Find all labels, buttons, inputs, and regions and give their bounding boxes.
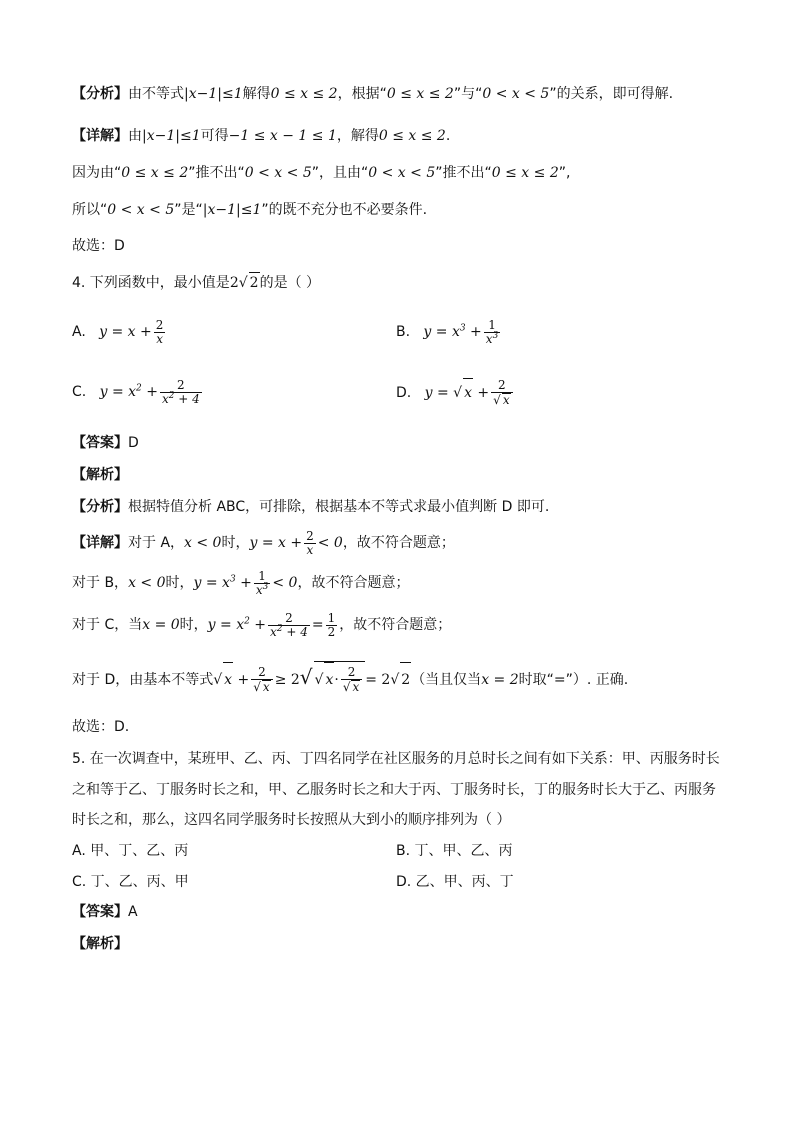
fraction: $\frac{1}{x^3}$ [255, 568, 269, 597]
fraction: $\frac{1}{2}$ [327, 610, 336, 639]
question-text: 的是（ ） [259, 275, 321, 291]
text: 由不等式 [128, 86, 184, 102]
text: 对于 C，当 [72, 617, 143, 633]
question-5-line2: 之和等于乙、丁服务时长之和，甲、乙服务时长之和大于丙、丁服务时长，丁的服务时长大于乙、丙服务 [72, 782, 716, 798]
question-5-line1: 5. 在一次调查中，某班甲、乙、丙、丁四名同学在社区服务的月总时长之间有如下关系：甲、丙服务时长 [72, 751, 720, 767]
radicand: x [223, 662, 233, 697]
radicand: 2 [400, 662, 411, 697]
choice-line: 故选：D [72, 238, 125, 254]
answer-value: A [128, 904, 138, 920]
fraction: $\frac{2}{x^2 + 4}$ [161, 377, 200, 406]
radicand: x [463, 378, 473, 407]
math-range: 0 ≤ x ≤ 2 [378, 128, 446, 144]
question-5-line3: 时长之和，那么，这四名同学服务时长按照从大到小的顺序排列为（ ） [72, 812, 511, 828]
text: 时， [165, 575, 194, 591]
text: ，根据“ [337, 86, 387, 102]
radical-sign: √ [238, 275, 248, 291]
option-label: A. [72, 324, 86, 340]
option-b[interactable] [396, 318, 502, 346]
math-expr: + [233, 672, 250, 688]
analysis-tag: 【分析】 [72, 499, 128, 515]
formula-d: y = [415, 385, 454, 401]
option-label: C. [72, 384, 87, 400]
answer-tag: 【答案】 [72, 904, 128, 920]
option-d[interactable] [396, 378, 515, 407]
option-label: D. [396, 385, 412, 401]
solution-tag-5: 【解析】 [72, 936, 128, 952]
text: . [445, 128, 451, 144]
text: 解得 [242, 86, 271, 102]
math-abs: |x−1|≤1 [142, 128, 201, 144]
option-c-5[interactable]: C. 丁、乙、丙、甲 [72, 874, 189, 890]
math-range: 0 ≤ x ≤ 2 [386, 86, 454, 102]
option-a-5[interactable]: A. 甲、丁、乙、丙 [72, 843, 189, 859]
detail-tag: 【详解】 [72, 535, 128, 551]
math-expr: = [311, 617, 324, 633]
math-expr: = 2 [365, 672, 391, 688]
text: ”，且由“ [311, 165, 369, 181]
math: x = 2 [481, 672, 519, 688]
text: ”的关系，即可得解. [549, 86, 674, 102]
radical-sign: √ [390, 672, 400, 688]
text: 由 [128, 128, 142, 144]
text: 对于 B， [72, 575, 129, 591]
math-expr: y = x + [249, 535, 303, 551]
detail-line [72, 126, 450, 146]
math: 0 < x < 5 [107, 202, 175, 218]
option-label: B. [396, 324, 411, 340]
text: 时取“=”）. 正确. [518, 672, 629, 688]
detail-tag: 【详解】 [72, 128, 128, 144]
radicand: √ x· $\frac{2}{√ x}$ [314, 661, 366, 697]
solution-tag-4: 【解析】 [72, 467, 128, 483]
option-c[interactable] [72, 378, 204, 406]
fraction: $\frac{2}{√ x}$ [491, 379, 512, 407]
detail-d [72, 660, 628, 697]
math: x < 0 [184, 535, 222, 551]
math-range: 0 ≤ x ≤ 2 [270, 86, 338, 102]
text: 时， [221, 535, 250, 551]
answer-tag: 【答案】 [72, 435, 128, 451]
fraction: $\frac{2}{x}$ [155, 317, 164, 346]
text: ，故不符合题意； [339, 617, 452, 633]
option-a[interactable] [72, 318, 167, 346]
math-expr: $y = x^3$ + [193, 574, 252, 591]
text: 对于 A， [128, 535, 185, 551]
option-d-5[interactable]: D. 乙、甲、丙、丁 [396, 874, 514, 890]
text: ，故不符合题意； [342, 535, 455, 551]
radical-sign: √ [453, 385, 463, 401]
analysis-4 [72, 497, 549, 517]
choice-line-2: 故选：D. [72, 719, 130, 735]
radical-sign: √ [299, 665, 313, 689]
text: ”的既不充分也不必要条件. [261, 202, 428, 218]
analysis-text: 根据特值分析 ABC，可排除，根据基本不等式求最小值判断 D 即可. [128, 499, 550, 515]
text: 因为由“ [72, 165, 122, 181]
detail-a [72, 528, 455, 558]
text: ”推不出“ [188, 165, 245, 181]
analysis-line [72, 84, 673, 104]
radical-sign: √ [213, 672, 223, 688]
detail-c [72, 610, 451, 640]
detail-b [72, 568, 409, 598]
conclusion-line [72, 200, 427, 220]
text: 时， [179, 617, 208, 633]
math-open: 0 < x < 5 [482, 86, 550, 102]
text: ，故不符合题意； [297, 575, 410, 591]
text: （当且仅当 [411, 672, 482, 688]
math: x = 0 [142, 617, 180, 633]
formula-b: $y = x^3$ + [414, 323, 482, 340]
math-expr: < 0 [317, 535, 343, 551]
math: |x−1|≤1 [202, 202, 262, 218]
formula-d: + [472, 385, 490, 401]
text: ”是“ [174, 202, 203, 218]
text: 所以“ [72, 202, 108, 218]
math: 2 [229, 275, 239, 291]
text: ”, [558, 165, 571, 181]
math: 0 < x < 5 [244, 165, 312, 181]
math-expr: $y = x^2$ + [207, 616, 267, 633]
analysis-tag: 【分析】 [72, 86, 128, 102]
math-radicand: 2 [249, 272, 260, 293]
fraction: $\frac{2}{x^2 + 4}$ [270, 610, 308, 639]
text: 对于 D，由基本不等式 [72, 672, 214, 688]
formula-c: $y = x^2$ + [90, 383, 158, 400]
math: 0 ≤ x ≤ 2 [491, 165, 559, 181]
math: x < 0 [128, 575, 166, 591]
question-4 [72, 272, 320, 293]
math: 0 < x < 5 [368, 165, 436, 181]
math: 0 ≤ x ≤ 2 [121, 165, 189, 181]
text: 可得 [200, 128, 229, 144]
answer-4 [72, 433, 139, 453]
fraction: $\frac{2}{x}$ [306, 528, 314, 557]
math-expr: ≥ 2 [274, 672, 300, 688]
formula-a: y = x + [90, 324, 152, 340]
text: ，解得 [336, 128, 379, 144]
math-abs: |x−1|≤1 [184, 86, 243, 102]
math-expr: < 0 [272, 575, 298, 591]
fraction: $\frac{1}{x^3}$ [485, 317, 499, 346]
reason-line [72, 163, 570, 183]
fraction: $\frac{2}{√ x}$ [251, 666, 272, 694]
option-b-5[interactable]: B. 丁、甲、乙、丙 [396, 843, 513, 859]
text: ”推不出“ [435, 165, 492, 181]
text: ”与“ [453, 86, 483, 102]
answer-5 [72, 902, 138, 922]
question-text: 4. 下列函数中，最小值是 [72, 275, 230, 291]
answer-value: D [128, 435, 139, 451]
math-ineq: −1 ≤ x − 1 ≤ 1 [228, 128, 337, 144]
